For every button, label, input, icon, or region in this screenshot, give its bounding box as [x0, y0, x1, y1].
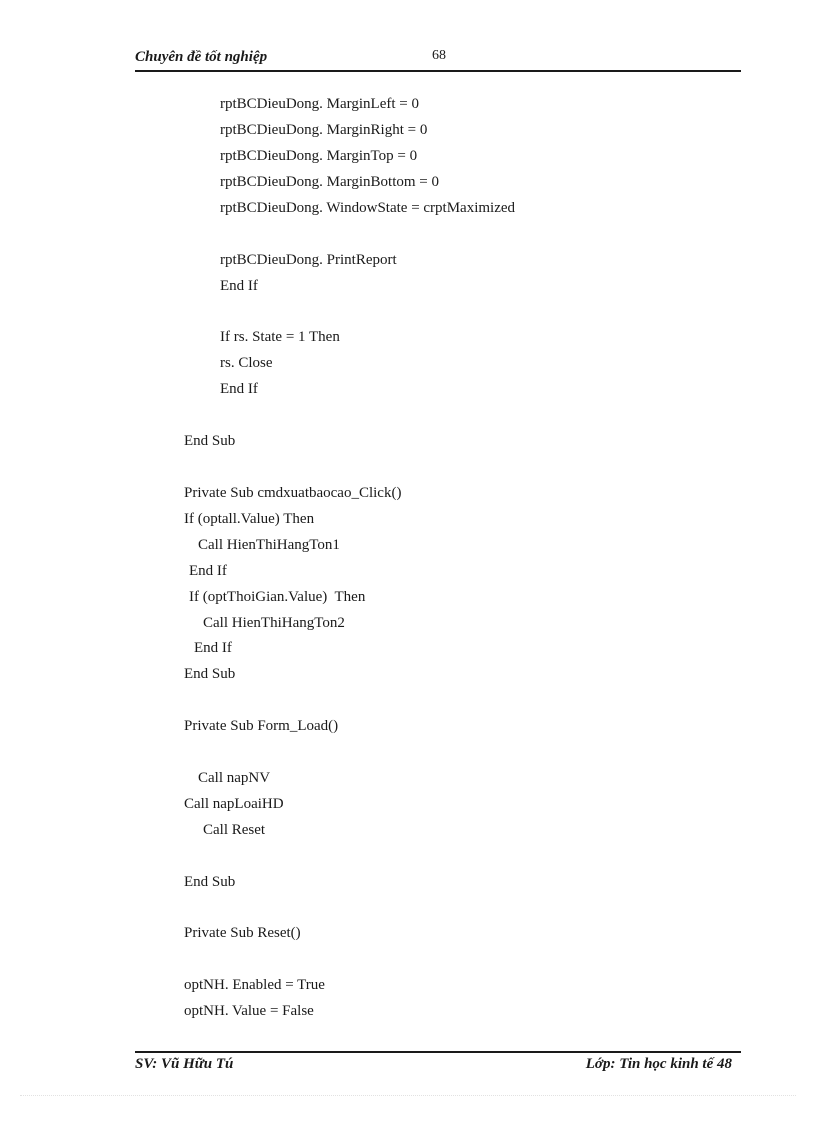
student-name: SV: Vũ Hữu Tú — [135, 1056, 234, 1072]
code-line: End Sub — [184, 433, 236, 449]
code-line: End Sub — [184, 874, 236, 890]
code-line: End If — [220, 381, 258, 397]
code-line: Call napLoaiHD — [184, 796, 284, 812]
code-line: Private Sub Reset() — [184, 925, 301, 941]
code-line: rptBCDieuDong. MarginTop = 0 — [220, 148, 418, 164]
code-line: If (optThoiGian.Value) Then — [189, 589, 366, 605]
code-line: optNH. Enabled = True — [184, 977, 325, 993]
header-divider — [135, 70, 741, 72]
code-line: rptBCDieuDong. MarginRight = 0 — [220, 122, 428, 138]
document-title: Chuyên đề tốt nghiệp — [135, 49, 268, 65]
code-line: optNH. Value = False — [184, 1003, 314, 1019]
code-line: End If — [220, 278, 258, 294]
code-line: If rs. State = 1 Then — [220, 329, 340, 345]
footer-divider — [135, 1051, 741, 1053]
code-line: End Sub — [184, 666, 236, 682]
code-line: rptBCDieuDong. MarginLeft = 0 — [220, 96, 419, 112]
code-line: rptBCDieuDong. MarginBottom = 0 — [220, 174, 440, 190]
code-line: rs. Close — [220, 355, 273, 371]
code-line: Call Reset — [203, 822, 266, 838]
code-line: Call HienThiHangTon2 — [203, 615, 345, 631]
code-line: End If — [189, 563, 227, 579]
code-line: Private Sub Form_Load() — [184, 718, 339, 734]
page-number: 68 — [432, 48, 446, 63]
code-line: Call napNV — [198, 770, 271, 786]
code-line: Call HienThiHangTon1 — [198, 537, 340, 553]
code-line: Private Sub cmdxuatbaocao_Click() — [184, 485, 402, 501]
class-name: Lớp: Tin học kinh tế 48 — [585, 1056, 732, 1072]
code-line: End If — [194, 640, 232, 656]
code-line: rptBCDieuDong. WindowState = crptMaximized — [220, 200, 516, 216]
code-line: rptBCDieuDong. PrintReport — [220, 252, 397, 268]
code-line: If (optall.Value) Then — [184, 511, 315, 527]
page-edge-divider — [20, 1095, 796, 1096]
